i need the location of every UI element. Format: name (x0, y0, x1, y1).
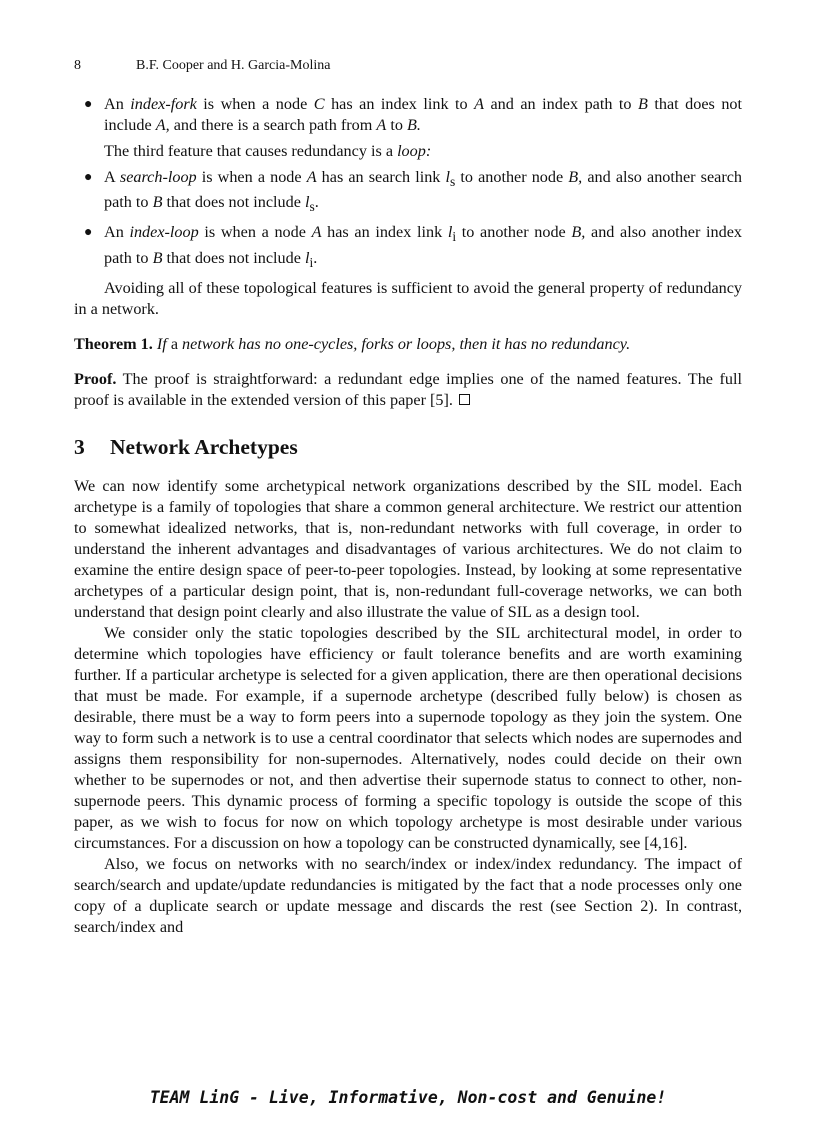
list-item: ● A search-loop is when a node A has an search link $l_s$ to another node B, and also another search path to B that does not include $l_s$. (84, 168, 742, 215)
bullet-icon: ● (84, 225, 93, 241)
footer-banner: TEAM LinG - Live, Informative, Non-cost and Genuine! (149, 1088, 667, 1107)
page-body (74, 58, 742, 938)
qed-box-icon (459, 394, 470, 405)
paragraph-intro: We can now identify some archetypical network organizations described by the SIL model. Each archetype is a family of topologies that share a common general architecture. We restrict our attention to somewhat idealized networks, that is, non-redundant networks with full coverage, in order to understand the inherent advantages and disadvantages of various architectures. We do not claim to examine the entire design space of peer-to-peer topologies. Instead, by looking at some representative archetypes of a particular design point, that is, non-redundant full-coverage networks, we can both understand that design point clearly and also illustrate the value of SIL as a design tool. (74, 476, 742, 621)
list-item: ● An index-loop is when a node A has an index link $l_i$ to another node B, and also another index path to B that does not include $l_i$. (84, 223, 742, 270)
list-item: ● An index-fork is when a node C has an index link to A and an index path to B that does not include A, and there is a search path from A to B. (84, 95, 743, 134)
theorem-1: Theorem 1. If a network has no one-cycles, forks or loops, then it has no redundancy. (74, 334, 631, 353)
running-header (74, 58, 742, 74)
loop-intro: The third feature that causes redundancy is a loop: (104, 142, 432, 160)
loop-bullet-list (74, 167, 742, 273)
paragraph-focus: Also, we focus on networks with no search/index or index/index redundancy. The impact of search/search and update/update redundancies is mitigated by the fact that a node processes only one copy of a duplicate search or update message and discards the rest (see Section 2). In contrast, search/index and (74, 854, 742, 936)
page-number: 8 (74, 58, 81, 73)
avoid-paragraph: Avoiding all of these topological features is sufficient to avoid the general property of redundancy in a network. (74, 278, 742, 318)
paragraph-static: We consider only the static topologies described by the SIL architectural model, in order to determine which topologies have efficiency or fault tolerance benefits and are worth examining further. If a particular archetype is selected for a given application, there are then operational decisions that must be made. For example, if a supernode archetype (described fully below) is chosen as desirable, there must be a way to form peers into a supernode topology as they join the system. One way to form such a network is to use a central coordinator that selects which nodes are supernodes and assigns them responsibility for non-supernodes. Alternatively, nodes could decide on their own whether to be supernodes or not, and then advertise their supernode status to connect to other, non-supernode peers. This dynamic process of forming a specific topology is outside the scope of this paper, as we wish to focus for now on which topology archetype is most desirable under various circumstances. For a discussion on how a topology can be constructed dynamically, see [4,16]. (74, 623, 742, 852)
proof: Proof. The proof is straightforward: a redundant edge implies one of the named features. The full proof is available in the extended version of this paper [5]. (74, 369, 742, 409)
bullet-icon: ● (84, 97, 93, 112)
fork-bullet-list (74, 94, 742, 136)
section-heading: 3 Network Archetypes (74, 434, 298, 459)
bullet-icon: ● (84, 170, 93, 185)
running-authors: B.F. Cooper and H. Garcia-Molina (136, 58, 331, 73)
